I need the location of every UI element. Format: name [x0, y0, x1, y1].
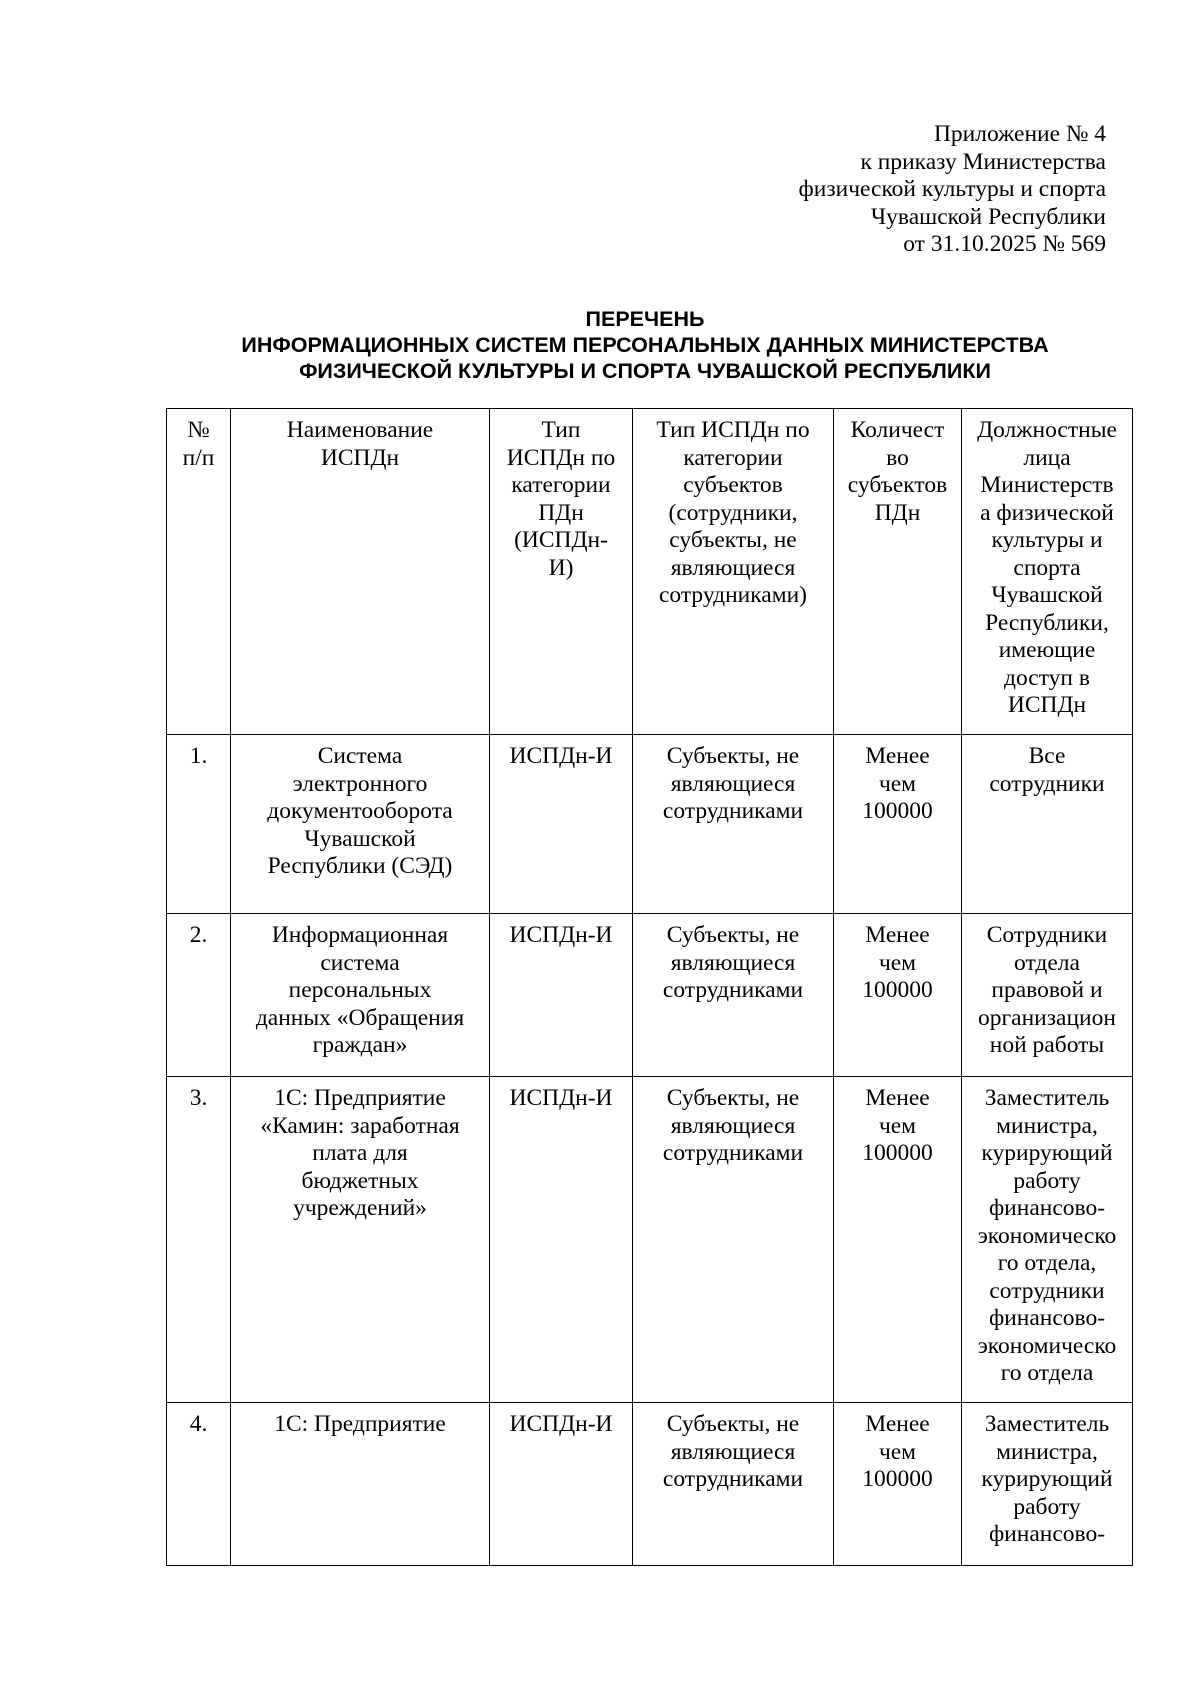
cell-pd-category-type: ИСПДн-И: [490, 1403, 633, 1566]
cell-subject-count: Менее чем 100000: [834, 914, 962, 1077]
table-row: [167, 1403, 1133, 1566]
appendix-number: Приложение № 4: [933, 121, 1106, 147]
cell-subject-category-type: Субъекты, не являющиеся сотрудниками: [633, 1403, 834, 1566]
cell-pd-category-type: ИСПДн-И: [490, 735, 633, 914]
table-header-row: [167, 409, 1133, 735]
column-header-subject-count: Количест во субъектов ПДн: [834, 409, 962, 735]
column-header-access-officials: Должностные лица Министерств а физической культуры и спорта Чувашской Республики, имеющие доступ в ИСПДн: [962, 409, 1133, 735]
title-line-3: ФИЗИЧЕСКОЙ КУЛЬТУРЫ И СПОРТА ЧУВАШСКОЙ РЕСПУБЛИКИ: [299, 359, 991, 383]
document-title: [150, 306, 1140, 384]
column-header-number: № п/п: [167, 409, 231, 735]
column-header-name: Наименование ИСПДн: [231, 409, 490, 735]
appendix-order-ref: к приказу Министерства: [860, 148, 1106, 175]
cell-pd-category-type: ИСПДн-И: [490, 914, 633, 1077]
cell-subject-count: Менее чем 100000: [834, 1077, 962, 1403]
appendix-ministry-line: физической культуры и спорта: [798, 176, 1106, 202]
cell-name: Информационная система персональных данных «Обращения граждан»: [231, 914, 490, 1077]
cell-access-officials: Заместитель министра, курирующий работу финансово-: [962, 1403, 1133, 1566]
cell-access-officials: Все сотрудники: [962, 735, 1133, 914]
table-row: [167, 735, 1133, 914]
cell-subject-category-type: Субъекты, не являющиеся сотрудниками: [633, 1077, 834, 1403]
table-row: [167, 914, 1133, 1077]
appendix-order-date: от 31.10.2025 № 569: [903, 231, 1106, 257]
title-line-1: ПЕРЕЧЕНЬ: [585, 307, 705, 331]
ispdn-registry-table: [166, 408, 1133, 1566]
cell-name: 1С: Предприятие: [231, 1403, 490, 1566]
cell-number: 2.: [167, 914, 231, 1077]
cell-access-officials: Сотрудники отдела правовой и организацион ной работы: [962, 914, 1133, 1077]
cell-subject-category-type: Субъекты, не являющиеся сотрудниками: [633, 735, 834, 914]
cell-subject-category-type: Субъекты, не являющиеся сотрудниками: [633, 914, 834, 1077]
cell-subject-count: Менее чем 100000: [834, 1403, 962, 1566]
cell-pd-category-type: ИСПДн-И: [490, 1077, 633, 1403]
cell-number: 1.: [167, 735, 231, 914]
appendix-header: [506, 121, 1106, 259]
table-row: [167, 1077, 1133, 1403]
cell-name: 1С: Предприятие «Камин: заработная плата для бюджетных учреждений»: [231, 1077, 490, 1403]
column-header-pd-category-type: Тип ИСПДн по категории ПДн (ИСПДн- И): [490, 409, 633, 735]
cell-subject-count: Менее чем 100000: [834, 735, 962, 914]
cell-number: 4.: [167, 1403, 231, 1566]
appendix-republic-line: Чувашской Республики: [870, 203, 1106, 230]
title-line-2: ИНФОРМАЦИОННЫХ СИСТЕМ ПЕРСОНАЛЬНЫХ ДАННЫХ МИНИСТЕРСТВА: [241, 333, 1049, 357]
cell-number: 3.: [167, 1077, 231, 1403]
cell-access-officials: Заместитель министра, курирующий работу финансово- экономическо го отдела, сотрудники финансово- экономическо го отдела: [962, 1077, 1133, 1403]
column-header-subject-category-type: Тип ИСПДн по категории субъектов (сотрудники, субъекты, не являющиеся сотрудниками): [633, 409, 834, 735]
cell-name: Система электронного документооборота Чувашской Республики (СЭД): [231, 735, 490, 914]
